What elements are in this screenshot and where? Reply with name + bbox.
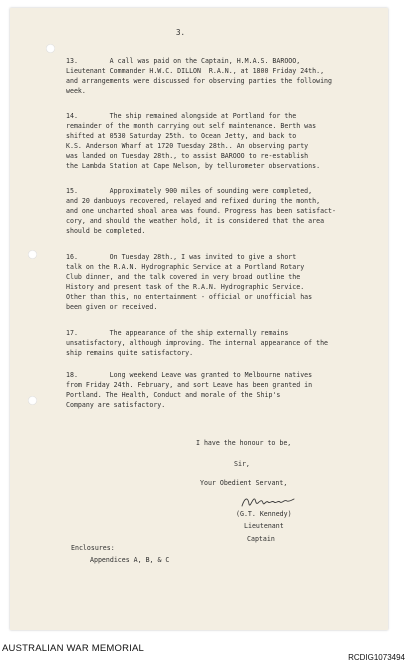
text-line: 18. Long weekend Leave was granted to Melbourne natives xyxy=(66,371,313,379)
text-line: shifted at 0530 Saturday 25th. to Ocean Jetty, and back to xyxy=(66,132,297,140)
text-line: should be completed. xyxy=(66,227,146,235)
closing-servant: Your Obedient Servant, xyxy=(200,479,288,487)
closing-sir: Sir, xyxy=(234,460,250,468)
handwritten-signature xyxy=(240,494,296,510)
text-line: 17. The appearance of the ship externally remains xyxy=(66,329,289,337)
punch-hole xyxy=(28,396,37,405)
text-line: 13. A call was paid on the Captain, H.M.A.S. BAROOO, xyxy=(66,57,301,65)
page-number: 3. xyxy=(176,28,186,37)
enclosures-label: Enclosures: xyxy=(71,544,115,552)
document-page xyxy=(10,8,388,630)
signatory-title: Captain xyxy=(247,535,275,543)
text-line: talk on the R.A.N. Hydrographic Service at a Portland Rotary xyxy=(66,263,305,271)
text-line: unsatisfactory, although improving. The internal appearance of the xyxy=(66,339,329,347)
text-line: 14. The ship remained alongside at Portland for the xyxy=(66,112,297,120)
text-line: Company are satisfactory. xyxy=(66,401,166,409)
closing-salutation: I have the honour to be, xyxy=(196,439,292,447)
institution-label: AUSTRALIAN WAR MEMORIAL xyxy=(2,643,145,654)
text-line: was landed on Tuesday 28th., to assist BAROOO to re-establish xyxy=(66,152,309,160)
text-line: Club dinner, and the talk covered in very broad outline the xyxy=(66,273,301,281)
punch-hole xyxy=(28,250,37,259)
text-line: Other than this, no entertainment - official or unofficial has xyxy=(66,293,313,301)
punch-hole xyxy=(46,44,55,53)
paragraph-18 xyxy=(66,370,388,410)
text-line: the Lambda Station at Cape Nelson, by tellurometer observations. xyxy=(66,162,321,170)
paragraph-16 xyxy=(66,252,388,312)
footer-bar xyxy=(0,640,408,666)
text-line: and one uncharted shoal area was found. Progress has been satisfact- xyxy=(66,207,336,215)
text-line: from Friday 24th. February, and sort Leave has been granted in xyxy=(66,381,313,389)
text-line: 15. Approximately 900 miles of sounding were completed, xyxy=(66,187,313,195)
text-line: History and present task of the R.A.N. Hydrographic Service. xyxy=(66,283,305,291)
record-id: RCDIG1073494 xyxy=(348,653,405,662)
signatory-name: (G.T. Kennedy) xyxy=(236,510,292,518)
text-line: cory, and should the weather hold, it is considered that the area xyxy=(66,217,325,225)
paragraph-14 xyxy=(66,111,388,171)
text-line: been given or received. xyxy=(66,303,158,311)
text-line: remainder of the month carrying out self maintenance. Berth was xyxy=(66,122,317,130)
text-line: week. xyxy=(66,87,86,95)
text-line: Portland. The Health, Conduct and morale of the Ship's xyxy=(66,391,281,399)
paragraph-15 xyxy=(66,186,388,236)
paragraph-17 xyxy=(66,328,388,358)
text-line: Lieutenant Commander H.W.C. DILLON R.A.N., at 1800 Friday 24th., xyxy=(66,67,325,75)
text-line: ship remains quite satisfactory. xyxy=(66,349,194,357)
signatory-rank: Lieutenant xyxy=(244,522,284,530)
enclosures-value: Appendices A, B, & C xyxy=(90,556,170,564)
text-line: K.S. Anderson Wharf at 1720 Tuesday 28th.. An observing party xyxy=(66,142,309,150)
text-line: and arrangements were discussed for observing parties the following xyxy=(66,77,332,85)
text-line: and 20 danbuoys recovered, relayed and refixed during the month, xyxy=(66,197,321,205)
text-line: 16. On Tuesday 28th., I was invited to give a short xyxy=(66,253,297,261)
paragraph-13 xyxy=(66,56,388,96)
